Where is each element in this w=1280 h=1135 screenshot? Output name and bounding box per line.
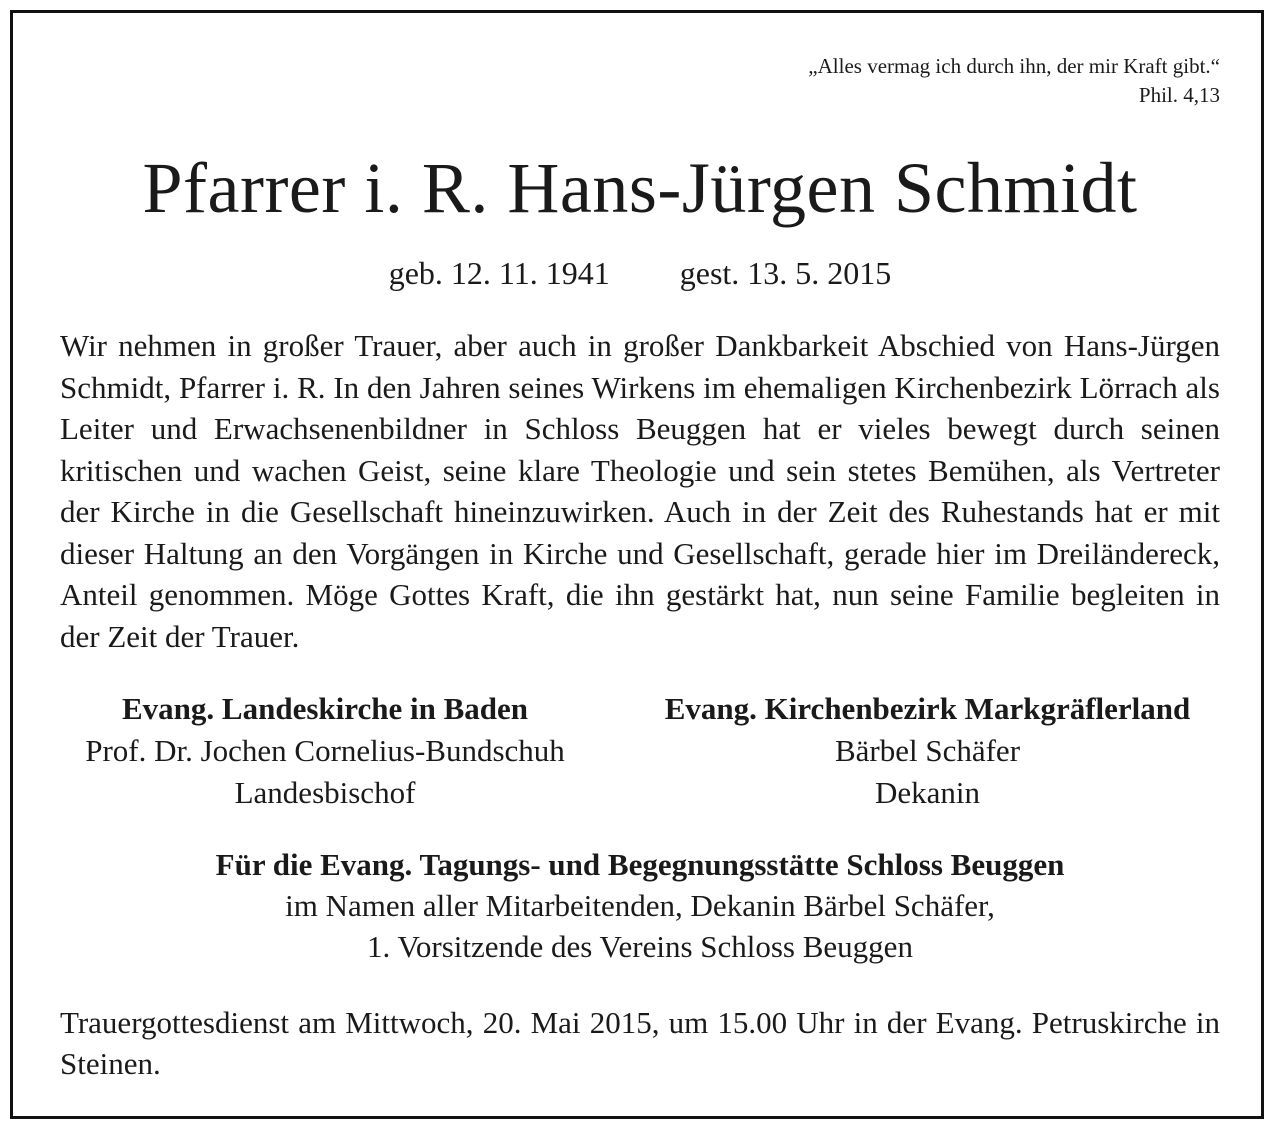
obituary-body-text: Wir nehmen in großer Trauer, aber auch in großer Dankbarkeit Abschied von Hans-Jürgen Schmidt, Pfarrer i. R. In den Jahren seines Wirkens im ehemaligen Kirchenbezirk Lörrach als Leiter und Erwachsenenbildner in Schloss Beuggen hat er vieles bewegt durch seinen kritischen und wachen Geist, seine klare Theologie und sein stetes Bemühen, als Vertreter der Kirche in die Gesellschaft hineinzuwirken. Auch in der Zeit des Ruhestands hat er mit dieser Haltung an den Vorgängen in Kirche und Gesellschaft, gerade hier im Dreiländereck, Anteil genommen. Möge Gottes Kraft, die ihn gestärkt hat, nun seine Familie begleiten in der Zeit der Trauer.: [60, 328, 1220, 654]
obituary-content: [60, 0, 1220, 1135]
tagungsstaette-heading: Für die Evang. Tagungs- und Begegnungsstätte Schloss Beuggen: [215, 847, 1065, 882]
tagungsstaette-line-2: 1. Vorsitzende des Vereins Schloss Beuggen: [367, 929, 913, 964]
signature-tagungsstaette: [60, 844, 1220, 967]
bible-motto: [808, 52, 1220, 110]
death-date: gest. 13. 5. 2015: [679, 255, 892, 291]
signature-name: Bärbel Schäfer: [834, 733, 1021, 768]
tagungsstaette-line-1: im Namen aller Mitarbeitenden, Dekanin Bärbel Schäfer,: [285, 888, 995, 923]
funeral-service-info: Trauergottesdienst am Mittwoch, 20. Mai 2015, um 15.00 Uhr in der Evang. Petruskirche in Steinen.: [60, 1005, 1220, 1081]
life-dates: [60, 252, 1220, 294]
signature-name: Prof. Dr. Jochen Cornelius-Bundschuh: [85, 733, 565, 768]
signature-role: Landesbischof: [234, 775, 416, 810]
signature-kirchenbezirk: [635, 688, 1220, 814]
birth-date: geb. 12. 11. 1941: [388, 255, 610, 291]
signature-organization: Evang. Landeskirche in Baden: [122, 691, 528, 726]
motto-quote: „Alles vermag ich durch ihn, der mir Kraft gibt.“: [808, 54, 1220, 78]
signature-organization: Evang. Kirchenbezirk Markgräflerland: [664, 691, 1191, 726]
signature-landeskirche: [60, 688, 590, 814]
motto-reference: Phil. 4,13: [1138, 83, 1220, 107]
signature-role: Dekanin: [874, 775, 981, 810]
deceased-name-title: Pfarrer i. R. Hans-Jürgen Schmidt: [142, 148, 1138, 228]
